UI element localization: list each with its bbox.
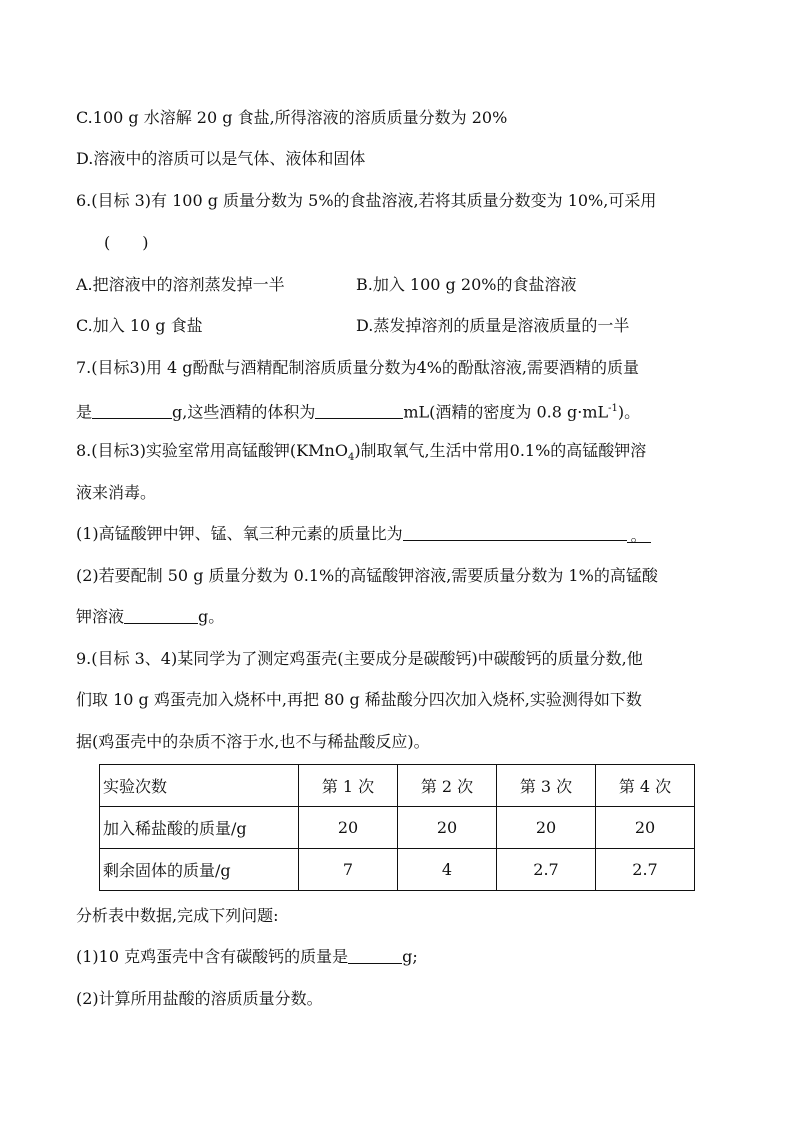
q9-line1: 9.(目标 3、4)某同学为了测定鸡蛋壳(主要成分是碳酸钙)中碳酸钙的质量分数,他 bbox=[76, 649, 643, 668]
q9-blank-caco3-mass bbox=[348, 947, 402, 964]
table-cell: 20 bbox=[398, 807, 497, 849]
q9-part1-text: (1)10 克鸡蛋壳中含有碳酸钙的质量是 bbox=[76, 947, 349, 966]
q6-option-c: C.加入 10 g 食盐 bbox=[76, 316, 203, 335]
q5-option-d: D.溶液中的溶质可以是气体、液体和固体 bbox=[76, 149, 366, 168]
q8-stem bbox=[76, 441, 646, 468]
q9-part1-end: g; bbox=[402, 947, 418, 966]
q6-option-b: B.加入 100 g 20%的食盐溶液 bbox=[356, 275, 577, 294]
q9-part2: (2)计算所用盐酸的溶质质量分数。 bbox=[76, 989, 323, 1008]
q8-subscript: 4 bbox=[347, 452, 355, 464]
table-cell: 第 3 次 bbox=[497, 765, 596, 807]
table-row bbox=[100, 807, 695, 849]
table-cell: 2.7 bbox=[497, 849, 596, 891]
q8-part1-end: 。 bbox=[627, 526, 651, 543]
q6-answer-paren: ( ) bbox=[104, 233, 149, 252]
q7-blank-mass bbox=[92, 402, 172, 419]
experiment-data-table bbox=[99, 764, 695, 891]
table-cell: 20 bbox=[596, 807, 695, 849]
q6-option-d: D.蒸发掉溶剂的质量是溶液质量的一半 bbox=[356, 316, 630, 335]
q9-line3: 据(鸡蛋壳中的杂质不溶于水,也不与稀盐酸反应)。 bbox=[76, 732, 430, 751]
table-cell: 第 2 次 bbox=[398, 765, 497, 807]
table-row bbox=[100, 849, 695, 891]
table-cell: 剩余固体的质量/g bbox=[100, 849, 299, 891]
table-cell: 4 bbox=[398, 849, 497, 891]
q7-line2 bbox=[76, 399, 640, 422]
table-header-row bbox=[100, 765, 695, 807]
q8-stem-a: 8.(目标3)实验室常用高锰酸钾(KMnO bbox=[76, 441, 348, 460]
table-cell: 20 bbox=[299, 807, 398, 849]
q7-text-d: )。 bbox=[617, 402, 641, 422]
q9-part1 bbox=[76, 947, 418, 967]
q8-blank-solution-mass bbox=[124, 607, 198, 624]
q7-text-a: 是 bbox=[76, 402, 93, 422]
q7-superscript: -1 bbox=[608, 403, 618, 414]
q8-part1 bbox=[76, 524, 651, 544]
q5-option-c: C.100 g 水溶解 20 g 食盐,所得溶液的溶质质量分数为 20% bbox=[76, 108, 508, 127]
q7-text-b: g,这些酒精的体积为 bbox=[172, 402, 316, 422]
q9-analysis: 分析表中数据,完成下列问题: bbox=[76, 906, 279, 925]
table-cell: 2.7 bbox=[596, 849, 695, 891]
q8-blank-ratio bbox=[403, 524, 627, 541]
q8-part2-line2 bbox=[76, 607, 224, 627]
q8-part2-text-a: 钾溶液 bbox=[76, 607, 125, 626]
table-cell: 第 1 次 bbox=[299, 765, 398, 807]
table-cell: 第 4 次 bbox=[596, 765, 695, 807]
q8-part2-text-b: g。 bbox=[198, 607, 225, 626]
q6-stem: 6.(目标 3)有 100 g 质量分数为 5%的食盐溶液,若将其质量分数变为 10%,可采用 bbox=[76, 191, 657, 210]
q7-stem: 7.(目标3)用 4 g酚酞与酒精配制溶质质量分数为4%的酚酞溶液,需要酒精的质量 bbox=[76, 358, 639, 377]
q6-option-a: A.把溶液中的溶剂蒸发掉一半 bbox=[76, 275, 285, 294]
table-cell: 实验次数 bbox=[100, 765, 299, 807]
table-cell: 20 bbox=[497, 807, 596, 849]
table-cell: 加入稀盐酸的质量/g bbox=[100, 807, 299, 849]
q8-stem-b: )制取氧气,生活中常用0.1%的高锰酸钾溶 bbox=[354, 441, 647, 460]
q8-part1-text: (1)高锰酸钾中钾、锰、氧三种元素的质量比为 bbox=[76, 524, 403, 543]
table-cell: 7 bbox=[299, 849, 398, 891]
q7-text-c: mL(酒精的密度为 0.8 g·mL bbox=[403, 402, 609, 422]
q9-line2: 们取 10 g 鸡蛋壳加入烧杯中,再把 80 g 稀盐酸分四次加入烧杯,实验测得如下数 bbox=[76, 690, 642, 709]
q8-part2: (2)若要配制 50 g 质量分数为 0.1%的高锰酸钾溶液,需要质量分数为 1%的高锰酸 bbox=[76, 566, 658, 585]
q8-stem-line2: 液来消毒。 bbox=[76, 483, 157, 502]
q7-blank-volume bbox=[315, 402, 403, 419]
